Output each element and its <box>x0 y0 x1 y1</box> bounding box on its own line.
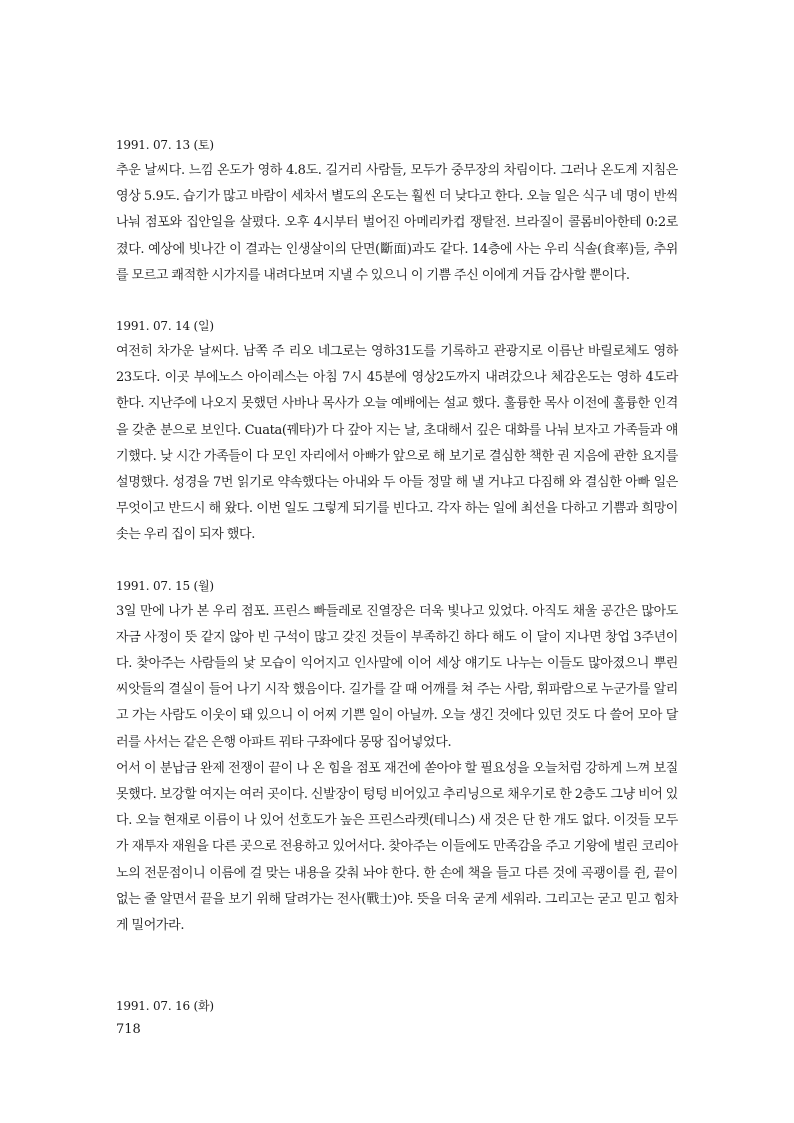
entry-spacer <box>116 549 678 573</box>
diary-entry-0714 <box>116 313 678 549</box>
entry-paragraph: 어서 이 분납금 완제 전쟁이 끝이 나 온 힘을 점포 재건에 쏟아야 할 필요성을 오늘처럼 강하게 느껴 보질 못했다. 보강할 여지는 여러 곳이다. 신발장이 텅텅 비어있고 추리닝으로 채우기로 한 2층도 그냥 비어 있다. 오늘 현재로 이름이 나 있어 선호도가 높은 프린스라켓(테니스) 새 것은 단 한 개도 없다. 이것들 모두가 재투자 재원을 다른 곳으로 전용하고 있어서다. 찾아주는 이들에도 만족감을 주고 기왕에 벌린 코리아노의 전문점이니 이름에 걸 맞는 내용을 갖춰 놔야 한다. 한 손에 책을 들고 다른 것에 곡괭이를 쥔, 끝이 없는 줄 알면서 끝을 보기 위해 달려가는 전사(戰士)야. 뜻을 더욱 굳게 세워라. 그리고는 굳고 믿고 힘차게 밀어가라. <box>116 760 678 934</box>
entry-paragraph: 추운 날씨다. 느낌 온도가 영하 4.8도. 길거리 사람들, 모두가 중무장의 차림이다. 그러나 온도계 지침은 영상 5.9도. 습기가 많고 바람이 세차서 별도의 온도는 훨씬 더 낮다고 한다. 오늘 일은 식구 네 명이 반씩 나눠 점포와 집안일을 살폈다. 오후 4시부터 벌어진 아메리카컵 쟁탈전. 브라질이 콜롬비아한테 0:2로 졌다. 예상에 빗나간 이 결과는 인생살이의 단면(斷面)과도 같다. 14층에 사는 우리 식솔(食率)들, 추위를 모르고 쾌적한 시가지를 내려다보며 지낼 수 있으니 이 기쁨 주신 이에게 거듭 감사할 뿐이다. <box>116 163 678 283</box>
entry-paragraph: 여전히 차가운 날씨다. 남쪽 주 리오 네그로는 영하31도를 기록하고 관광지로 이름난 바릴로체도 영하 23도다. 이곳 부에노스 아이레스는 아침 7시 45분에 영상2도까지 내려갔으나 체감온도는 영하 4도라 한다. 지난주에 나오지 못했던 사바나 목사가 오늘 예배에는 설교 했다. 훌륭한 목사 이전에 훌륭한 인격을 갖춘 분으로 보인다. Cuata(꿰타)가 다 갚아 지는 날, 초대해서 깊은 대화를 나눠 보자고 가족들과 얘기했다. 낮 시간 가족들이 다 모인 자리에서 아빠가 앞으로 해 보기로 결심한 책한 권 지음에 관한 요지를 설명했다. 성경을 7번 읽기로 약속했다는 아내와 두 아들 정말 해 낼 거냐고 다짐해 와 결심한 아빠 일은 무엇이고 반드시 해 왔다. 이번 일도 그렇게 되기를 빈다고. 각자 하는 일에 최선을 다하고 기쁨과 희망이 솟는 우리 집이 되자 했다. <box>116 344 678 543</box>
entry-date: 1991. 07. 14 (일) <box>116 319 214 334</box>
entry-spacer <box>116 939 678 993</box>
entry-date: 1991. 07. 16 (화) <box>116 999 214 1014</box>
entry-paragraph: 3일 만에 나가 본 우리 점포. 프린스 빠들레로 진열장은 더욱 빛나고 있었다. 아직도 채울 공간은 많아도 자금 사정이 뜻 같지 않아 빈 구석이 많고 갖진 것들이 부족하긴 하다 해도 이 달이 지나면 창업 3주년이다. 찾아주는 사람들의 낯 모습이 익어지고 인사말에 이어 세상 얘기도 나누는 이들도 많아졌으니 뿌린 씨앗들의 결실이 들어 나기 시작 했음이다. 길가를 갈 때 어깨를 쳐 주는 사람, 휘파람으로 누군가를 알리고 가는 사람도 이웃이 돼 있으니 이 어찌 기쁜 일이 아닐까. 오늘 생긴 것에다 있던 것도 다 쓸어 모아 달러를 사서는 같은 은행 아파트 꿔타 구좌에다 몽땅 집어넣었다. <box>116 603 678 750</box>
diary-entry-0716 <box>116 993 678 1019</box>
document-page <box>116 132 678 1019</box>
diary-entry-0715 <box>116 573 678 940</box>
entry-spacer <box>116 289 678 313</box>
entry-date: 1991. 07. 15 (월) <box>116 578 214 593</box>
entry-date: 1991. 07. 13 (토) <box>116 138 214 152</box>
page-number: 718 <box>116 1022 141 1037</box>
diary-entry-0713 <box>116 132 678 289</box>
